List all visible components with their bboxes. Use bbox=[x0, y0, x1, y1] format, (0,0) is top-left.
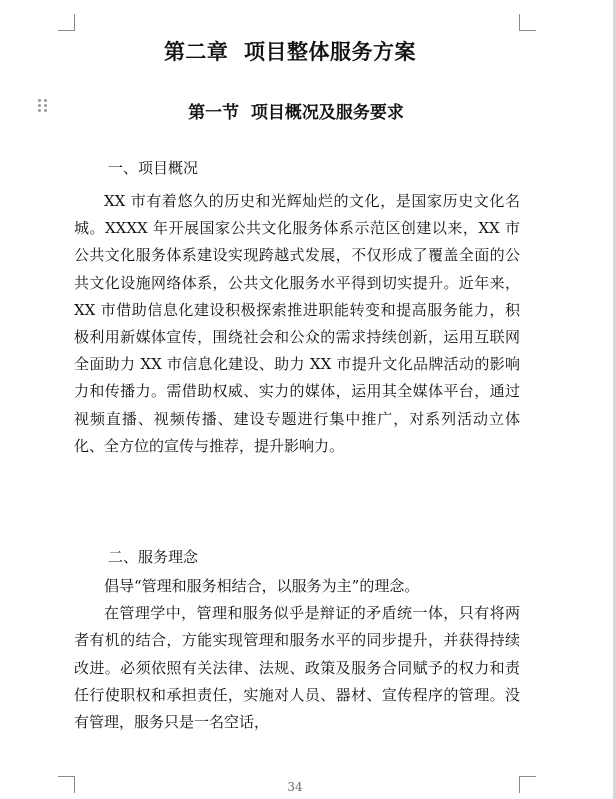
service-concept-body bbox=[74, 573, 520, 736]
overview-body bbox=[74, 188, 520, 460]
page-number: 34 bbox=[287, 780, 303, 794]
section-heading-service-concept: 二、服务理念 bbox=[108, 548, 199, 566]
crop-mark-top-left bbox=[58, 14, 75, 31]
paragraph: 在管理学中，管理和服务似乎是辩证的矛盾统一体，只有将两者有机的结合，方能实现管理和服务水平的同步提升，并获得持续改进。必须依照有关法律、法规、政策及服务合同赋予的权力和责任行使职权和承担责任，实施对人员、器材、宣传程序的管理。没有管理，服务只是一名空话， bbox=[74, 604, 520, 732]
chapter-title: 第二章 项目整体服务方案 bbox=[163, 39, 417, 64]
crop-mark-top-right bbox=[519, 14, 536, 31]
section-heading-overview: 一、项目概况 bbox=[108, 159, 199, 177]
section-title: 第一节 项目概况及服务要求 bbox=[188, 103, 404, 123]
paragraph: XX 市有着悠久的历史和光辉灿烂的文化，是国家历史文化名城。XXXX 年开展国家公共文化服务体系示范区创建以来，XX 市公共文化服务体系建设实现跨越式发展，不仅形成了覆盖全面的公共文化设施网络体系，公共文化服务水平得到切实提升。近年来，XX 市借助信息化建设积极探索推进职能转变和提高服务能力，积极利用新媒体宣传，围绕社会和公众的需求持续创新，运用互联网全面助力 XX 市信息化建设、助力 XX 市提升文化品牌活动的影响力和传播力。需借助权威、实力的媒体，运用其全媒体平台，通过视频直播、视频传播、建设专题进行集中推广，对系列活动立体化、全方位的宣传与推荐，提升影响力。 bbox=[74, 192, 520, 455]
paragraph: 倡导“管理和服务相结合，以服务为主”的理念。 bbox=[104, 577, 420, 595]
